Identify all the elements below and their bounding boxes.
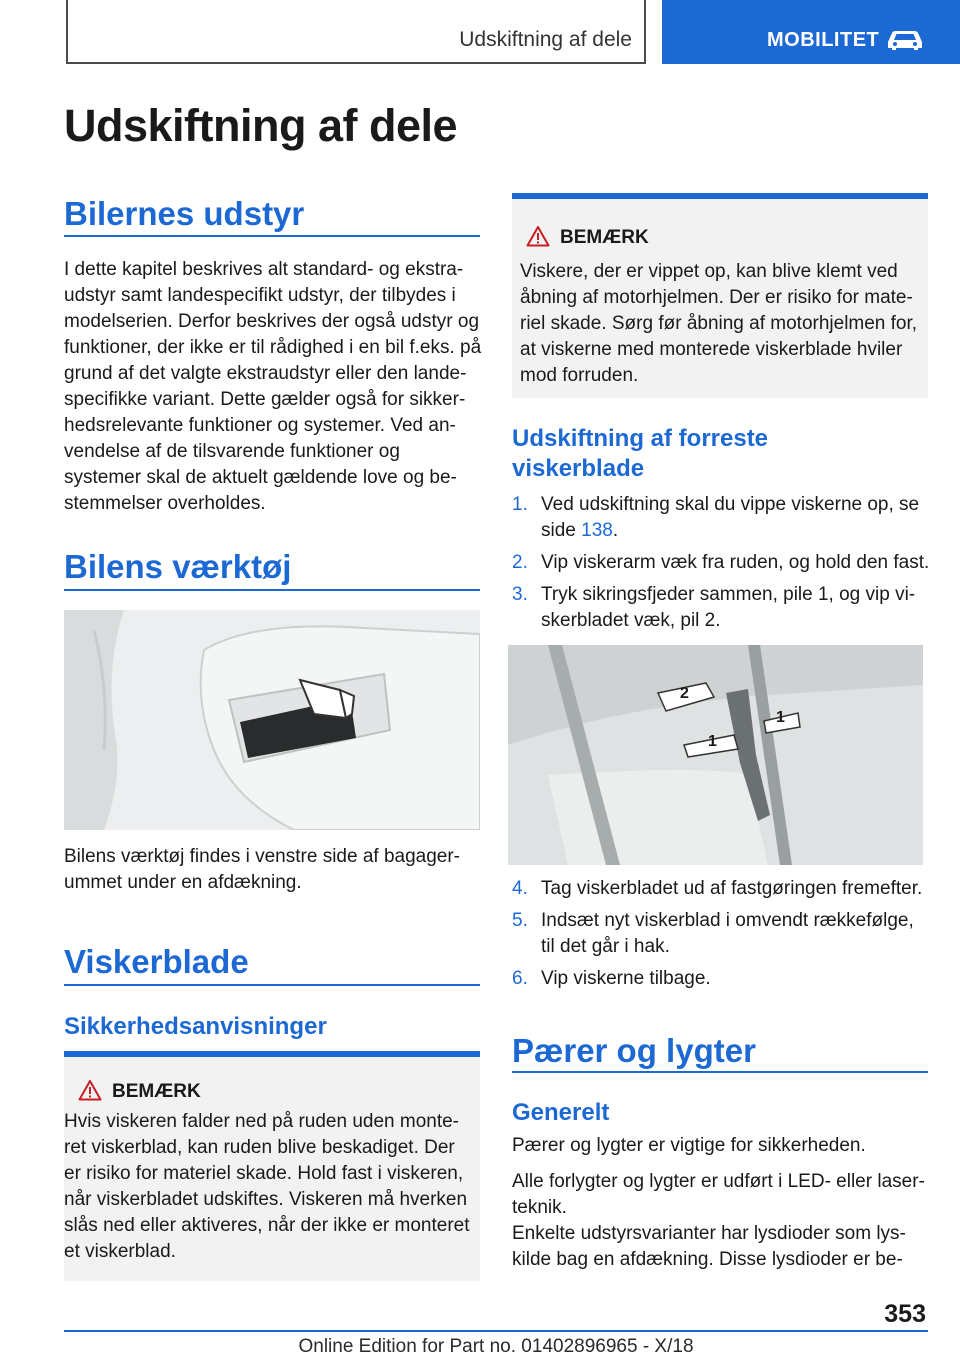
paragraph-generelt-3: Enkelte udstyrsvarianter har lysdioder som lys- kilde bag en afdækning. Disse lysdioder er be- bbox=[512, 1223, 906, 1270]
page-number: 353 bbox=[884, 1300, 926, 1328]
header-section-label: Udskiftning af dele bbox=[459, 28, 632, 51]
page-link[interactable]: 138 bbox=[581, 520, 613, 541]
paragraph-generelt-1: Pærer og lygter er vigtige for sikkerheden. bbox=[512, 1135, 866, 1156]
warning-title: BEMÆRK bbox=[112, 1081, 201, 1102]
section-rule bbox=[64, 235, 480, 237]
step-item: 4. Tag viskerbladet ud af fastgøringen fremefter. bbox=[512, 878, 923, 899]
paragraph-generelt-2: Alle forlygter og lygter er udført i LED- eller laser- teknik. bbox=[512, 1171, 925, 1218]
figure-label-1: 1 bbox=[708, 733, 717, 750]
warning-triangle-icon bbox=[526, 225, 550, 247]
subsection-title-sikkerhedsanvisninger: Sikkerhedsanvisninger bbox=[64, 1013, 327, 1040]
page-title: Udskiftning af dele bbox=[64, 100, 458, 151]
section-title-bilens-vaerktoej: Bilens værktøj bbox=[64, 548, 292, 585]
step-item: 2. Vip viskerarm væk fra ruden, og hold den fast. bbox=[512, 552, 930, 573]
warning-triangle-icon bbox=[78, 1079, 102, 1101]
step-item: 3. Tryk sikringsfjeder sammen, pile 1, og vip vi- skerbladet væk, pil 2. bbox=[512, 584, 916, 631]
figure-label-1: 1 bbox=[776, 709, 785, 726]
section-title-paerer-og-lygter: Pærer og lygter bbox=[512, 1032, 756, 1069]
figure-tool-compartment bbox=[64, 610, 480, 830]
header-chapter-label: MOBILITET bbox=[767, 29, 880, 51]
figure-wiper-blade bbox=[508, 645, 923, 865]
warning-box-left bbox=[64, 1051, 480, 1281]
section-rule bbox=[64, 984, 480, 986]
step-item: 6. Vip viskerne tilbage. bbox=[512, 968, 711, 989]
subsection-title-generelt: Generelt bbox=[512, 1099, 610, 1126]
warning-text: Hvis viskeren falder ned på ruden uden monte- ret viskerblad, kan ruden blive beskadiget. Der er risiko for materiel skade. Hold fast i viskeren, når viskerbladet udskiftes. Viskeren må hverken slås ned eller aktiveres, når der ikke er monteret et viskerblad. bbox=[64, 1111, 470, 1262]
header-section-tab bbox=[66, 0, 646, 64]
car-icon bbox=[884, 28, 926, 52]
header-chapter-tab[interactable] bbox=[662, 0, 960, 64]
step-item: 5. Indsæt nyt viskerblad i omvendt rækkefølge, til det går i hak. bbox=[512, 910, 914, 957]
footer-rule bbox=[64, 1330, 928, 1332]
warning-text: Viskere, der er vippet op, kan blive klemt ved åbning af motorhjelmen. Der er risiko for mate- riel skade. Sørg før åbning af motorhjelmen for, at viskerne med monterede viskerblade hviler mod forruden. bbox=[520, 261, 918, 386]
section-rule bbox=[512, 1071, 928, 1073]
paragraph-bilernes-udstyr: I dette kapitel beskrives alt standard- og ekstra- udstyr samt landespecifikt udstyr, der tilbydes i modelserien. Derfor beskrives der også udstyr og funktioner, der ikke er til rådighed i en bil f.eks. på grund af det valgte ekstraudstyr eller den lande- specifikke variant. Dette gælder også for sikker- hedsrelevante funktioner og systemer. Ved an- vendelse af de tilsvarende funktioner og systemer skal de aktuelt gældende love og be- stemmelser overholdes. bbox=[64, 259, 482, 514]
figure-label-2: 2 bbox=[680, 685, 689, 702]
section-title-bilernes-udstyr: Bilernes udstyr bbox=[64, 195, 305, 232]
footer-edition-text: Online Edition for Part no. 01402896965 - X/18 bbox=[298, 1336, 694, 1357]
warning-title: BEMÆRK bbox=[560, 227, 649, 248]
paragraph-bilens-vaerktoej: Bilens værktøj findes i venstre side af bagager- ummet under en afdækning. bbox=[64, 846, 461, 893]
warning-box-right bbox=[512, 193, 928, 398]
section-rule bbox=[64, 589, 480, 591]
section-title-udskiftning-viskerblade: Udskiftning af forreste viskerblade bbox=[512, 425, 769, 482]
section-title-viskerblade: Viskerblade bbox=[64, 943, 249, 980]
step-item: 1. Ved udskiftning skal du vippe viskerne op, se side 138. bbox=[512, 494, 920, 541]
